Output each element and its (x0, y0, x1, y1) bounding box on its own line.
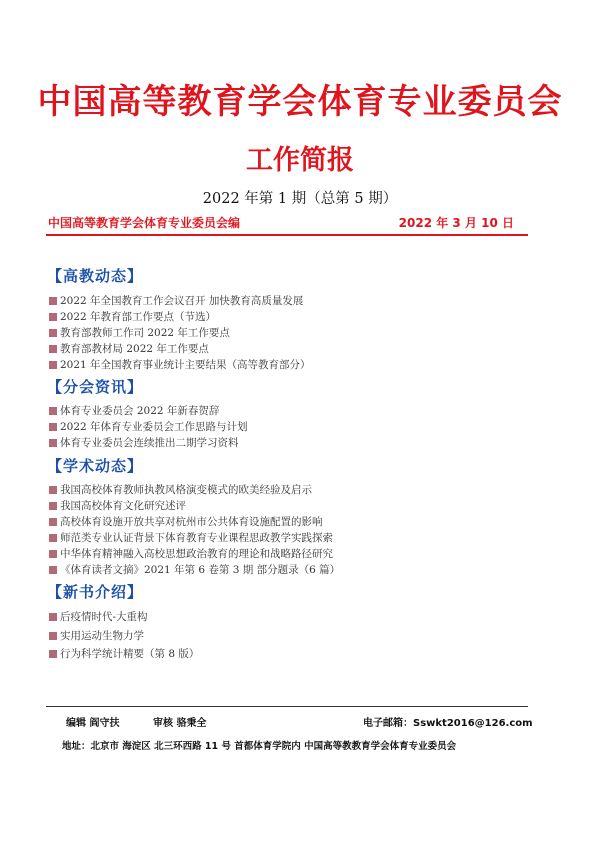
square-bullet-icon (49, 297, 57, 305)
list-item[interactable]: 高校体育设施开放共享对杭州市公共体育设施配置的影响 (49, 514, 323, 529)
square-bullet-icon (49, 613, 57, 621)
square-bullet-icon (49, 502, 57, 510)
square-bullet-icon (49, 423, 57, 431)
square-bullet-icon (49, 486, 57, 494)
footer-rule (46, 706, 528, 707)
square-bullet-icon (49, 439, 57, 447)
list-item[interactable]: 《体育读者文摘》2021 年第 6 卷第 3 期 部分题录（6 篇） (49, 562, 340, 577)
footer-editor: 编辑 阎守扶 (66, 718, 120, 729)
list-item[interactable]: 我国高校体育教师执教风格演变模式的欧美经验及启示 (49, 482, 312, 497)
list-item[interactable]: 体育专业委员会 2022 年新春贺辞 (49, 403, 219, 418)
footer-reviewer: 审核 骆秉全 (153, 718, 207, 729)
square-bullet-icon (49, 550, 57, 558)
square-bullet-icon (49, 407, 57, 415)
publish-date: 2022 年 3 月 10 日 (398, 216, 514, 230)
section-heading-new-books: 【新书介绍】 (47, 583, 144, 601)
footer-email[interactable]: 电子邮箱：Sswkt2016@126.com (363, 718, 533, 729)
square-bullet-icon (49, 345, 57, 353)
square-bullet-icon (49, 650, 57, 658)
newsletter-title: 中国高等教育学会体育专业委员会 (37, 82, 563, 122)
header-rule (46, 234, 528, 236)
list-item[interactable]: 教育部教师工作司 2022 年工作要点 (49, 325, 230, 340)
square-bullet-icon (49, 518, 57, 526)
section-heading-higher-ed-news: 【高教动态】 (47, 267, 144, 285)
square-bullet-icon (49, 566, 57, 574)
list-item[interactable]: 教育部教材局 2022 年工作要点 (49, 341, 209, 356)
square-bullet-icon (49, 534, 57, 542)
issue-number: 2022 年第 1 期（总第 5 期） (202, 191, 398, 207)
square-bullet-icon (49, 632, 57, 640)
list-item[interactable]: 2022 年全国教育工作会议召开 加快教育高质量发展 (49, 293, 303, 308)
list-item[interactable]: 我国高校体育文化研究述评 (49, 498, 186, 513)
footer-address: 地址：北京市 海淀区 北三环西路 11 号 首都体育学院内 中国高等教教育学会体育专业委员会 (62, 741, 457, 752)
list-item[interactable]: 后疫情时代-大重构 (49, 609, 148, 624)
list-item[interactable]: 行为科学统计精要（第 8 版） (49, 646, 199, 661)
list-item[interactable]: 中华体育精神融入高校思想政治教育的理论和战略路径研究 (49, 546, 333, 561)
list-item[interactable]: 2021 年全国教育事业统计主要结果（高等教育部分） (49, 357, 311, 372)
list-item[interactable]: 体育专业委员会连续推出二期学习资料 (49, 435, 239, 450)
list-item[interactable]: 2022 年教育部工作要点（节选） (49, 309, 216, 324)
section-heading-academic-news: 【学术动态】 (47, 457, 144, 475)
list-item[interactable]: 实用运动生物力学 (49, 628, 144, 643)
newsletter-subtitle: 工作简报 (246, 145, 354, 176)
section-heading-branch-news: 【分会资讯】 (47, 378, 144, 396)
square-bullet-icon (49, 329, 57, 337)
editor-line: 中国高等教育学会体育专业委员会编 (48, 216, 241, 230)
square-bullet-icon (49, 313, 57, 321)
square-bullet-icon (49, 361, 57, 369)
list-item[interactable]: 2022 年体育专业委员会工作思路与计划 (49, 419, 248, 434)
list-item[interactable]: 师范类专业认证背景下体育教育专业课程思政教学实践探索 (49, 530, 333, 545)
